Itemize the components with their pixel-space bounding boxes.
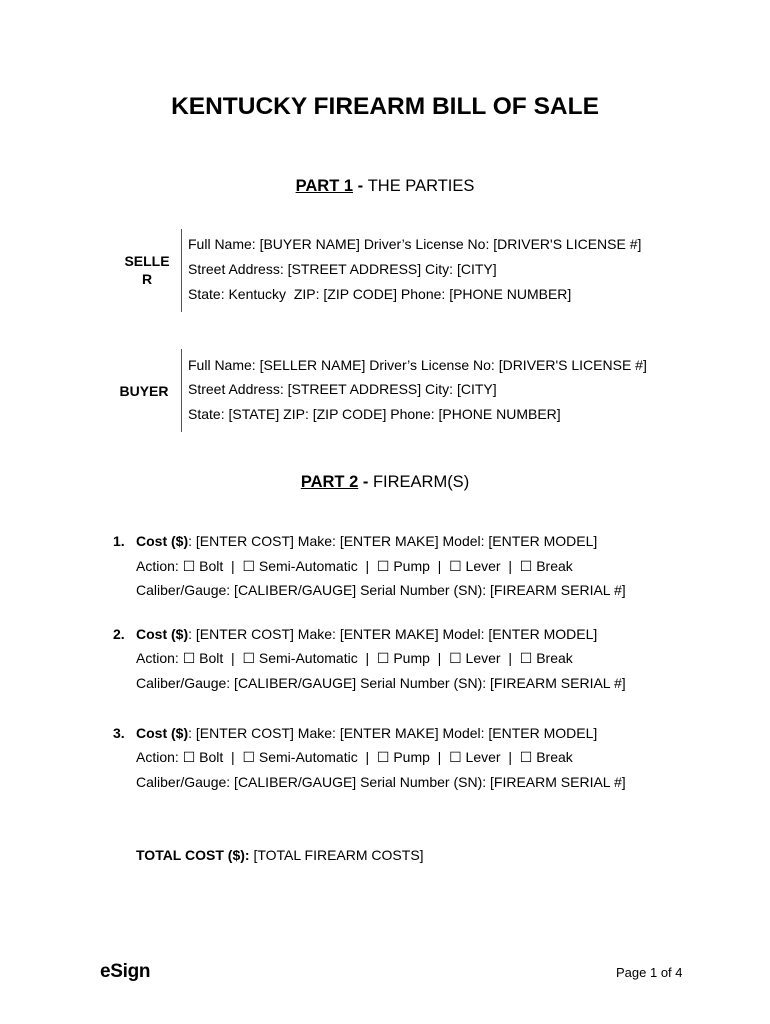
firearm-line1-rest: : [ENTER COST] Make: [ENTER MAKE] Model: [ENTER MODEL] xyxy=(188,533,598,549)
cost-label: Cost ($) xyxy=(136,725,189,741)
total-cost-line xyxy=(136,847,424,863)
firearm-action-line: Action: ☐ Bolt | ☐ Semi-Automatic | ☐ Pump | ☐ Lever | ☐ Break xyxy=(136,650,573,666)
part2-text: FIREARM(S) xyxy=(372,473,470,491)
firearm-line1 xyxy=(136,626,597,642)
page-number: Page 1 of 4 xyxy=(616,965,683,980)
part2-heading xyxy=(0,473,770,492)
buyer-line3: State: [STATE] ZIP: [ZIP CODE] Phone: [PHONE NUMBER] xyxy=(188,406,561,422)
part1-separator: - xyxy=(353,177,368,195)
seller-divider xyxy=(181,229,182,312)
firearm-caliber-line: Caliber/Gauge: [CALIBER/GAUGE] Serial Number (SN): [FIREARM SERIAL #] xyxy=(136,774,626,790)
firearm-action-line: Action: ☐ Bolt | ☐ Semi-Automatic | ☐ Pump | ☐ Lever | ☐ Break xyxy=(136,558,573,574)
buyer-label: BUYER xyxy=(119,383,169,399)
total-cost-label: TOTAL COST ($): xyxy=(136,847,250,863)
part1-label: PART 1 xyxy=(295,177,354,195)
seller-label-line1: SELLE xyxy=(124,253,170,269)
document-title: KENTUCKY FIREARM BILL OF SALE xyxy=(171,93,599,120)
part1-text: THE PARTIES xyxy=(367,177,475,195)
part2-label: PART 2 xyxy=(300,473,359,491)
buyer-line1: Full Name: [SELLER NAME] Driver’s License No: [DRIVER'S LICENSE #] xyxy=(188,357,647,373)
firearm-number: 1. xyxy=(113,533,125,549)
seller-label xyxy=(117,252,177,288)
firearm-line1-rest: : [ENTER COST] Make: [ENTER MAKE] Model: [ENTER MODEL] xyxy=(188,626,598,642)
firearm-caliber-line: Caliber/Gauge: [CALIBER/GAUGE] Serial Number (SN): [FIREARM SERIAL #] xyxy=(136,582,626,598)
seller-label-line2: R xyxy=(141,271,153,287)
firearm-line1-rest: : [ENTER COST] Make: [ENTER MAKE] Model: [ENTER MODEL] xyxy=(188,725,598,741)
buyer-line2: Street Address: [STREET ADDRESS] City: [CITY] xyxy=(188,381,497,397)
firearm-line1 xyxy=(136,533,597,549)
cost-label: Cost ($) xyxy=(136,626,189,642)
seller-line3: State: Kentucky ZIP: [ZIP CODE] Phone: [PHONE NUMBER] xyxy=(188,286,572,302)
firearm-caliber-line: Caliber/Gauge: [CALIBER/GAUGE] Serial Number (SN): [FIREARM SERIAL #] xyxy=(136,675,626,691)
firearm-line1 xyxy=(136,725,597,741)
esign-logo: eSign xyxy=(100,961,151,982)
firearm-action-line: Action: ☐ Bolt | ☐ Semi-Automatic | ☐ Pump | ☐ Lever | ☐ Break xyxy=(136,749,573,765)
seller-line2: Street Address: [STREET ADDRESS] City: [CITY] xyxy=(188,261,497,277)
firearm-number: 3. xyxy=(113,725,125,741)
cost-label: Cost ($) xyxy=(136,533,189,549)
firearm-number: 2. xyxy=(113,626,125,642)
total-cost-value: [TOTAL FIREARM COSTS] xyxy=(249,847,424,863)
part1-heading xyxy=(0,177,770,196)
part2-separator: - xyxy=(358,473,373,491)
seller-line1: Full Name: [BUYER NAME] Driver’s License No: [DRIVER'S LICENSE #] xyxy=(188,236,642,252)
buyer-divider xyxy=(181,349,182,432)
